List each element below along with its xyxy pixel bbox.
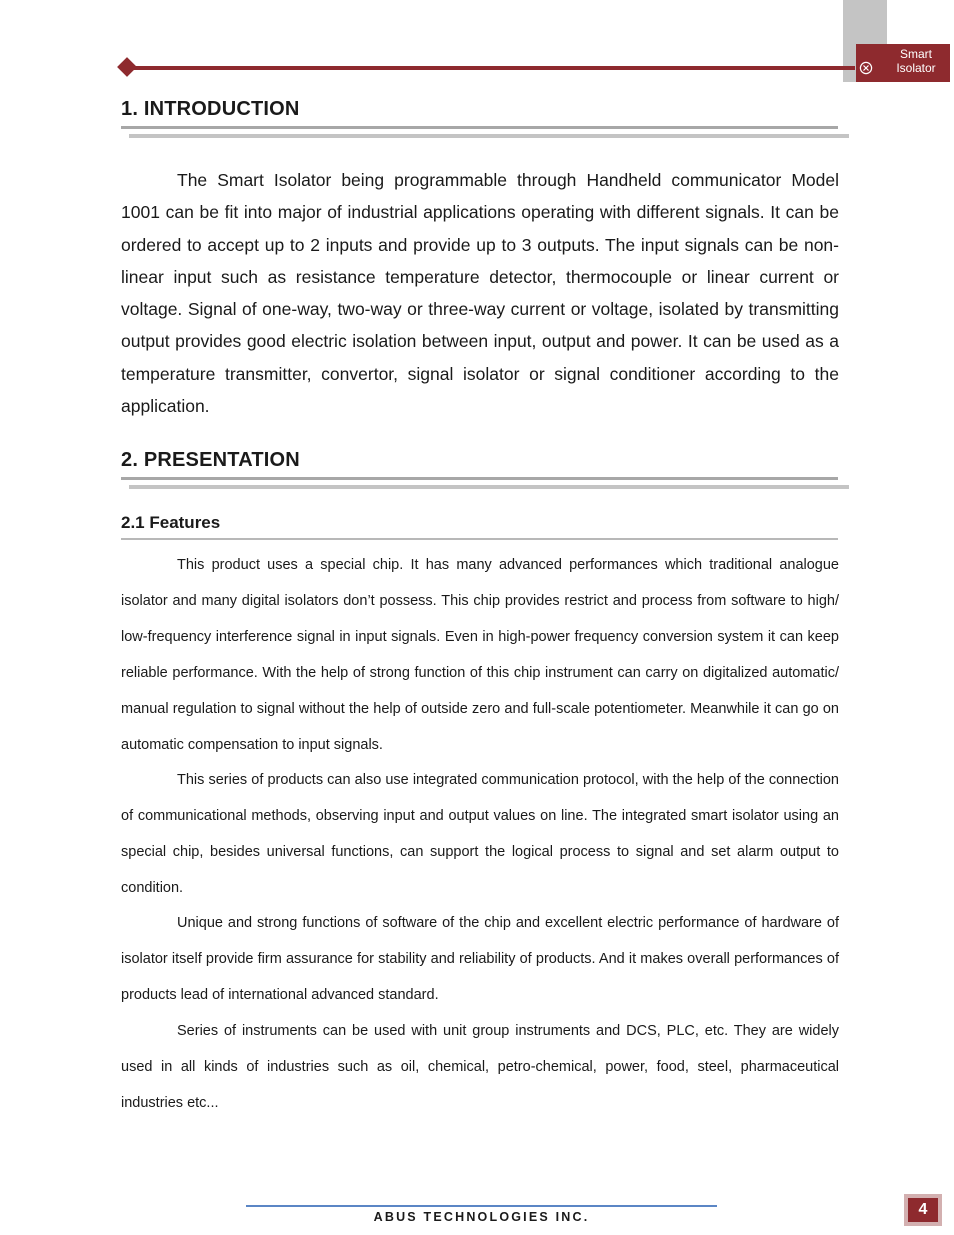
- features-paragraph: Unique and strong functions of software of the chip and excellent electric performance of hardware of isolator itself provide firm assurance for stability and reliability of products. And it makes overall performances of products lead of international advanced standard.: [121, 915, 839, 1003]
- features-paragraph: This series of products can also use integrated communication protocol, with the help of the connection of communicational methods, observing input and output values on line. The integrated smart isolator using an special chip, besides universal functions, can support the logical process to signal and set alarm output to condition.: [121, 772, 839, 896]
- page-number: 4: [908, 1198, 938, 1222]
- intro-paragraph: The Smart Isolator being programmable through Handheld communicator Model 1001 can be fit into major of industrial applications operating with different signals. It can be ordered to accept up to 2 inputs and provide up to 3 outputs. The input signals can be non-linear input such as resistance temperature detector, thermocouple or linear current or voltage. Signal of one-way, two-way or three-way current or voltage, isolated by transmitting output provides good electric isolation between input, output and power. It can be used as a temperature transmitter, convertor, signal isolator or signal conditioner according to the application.: [121, 170, 839, 417]
- subheading-rule: [121, 538, 838, 540]
- heading-rule-shadow: [129, 134, 849, 138]
- heading-rule-shadow: [129, 485, 849, 489]
- footer-rule: [246, 1205, 717, 1207]
- features-paragraph: This product uses a special chip. It has many advanced performances which traditional analogue isolator and many digital isolators don’t possess. This chip provides restrict and process from software to high/ low-frequency interference signal in input signals. Even in high-power frequency conversion system it can keep reliable performance. With the help of strong function of this chip instrument can carry on digitalized automatic/ manual regulation to signal without the help of outside zero and full-scale potentiometer. Meanwhile it can go on automatic compensation to input signals.: [121, 557, 839, 753]
- header-tab-label: [884, 47, 948, 75]
- header-tab-line2: Isolator: [896, 61, 936, 75]
- header-rule: [127, 66, 855, 70]
- section-heading-presentation: 2. PRESENTATION: [121, 449, 300, 471]
- section-heading-introduction: 1. INTRODUCTION: [121, 98, 300, 120]
- heading-rule: [121, 126, 838, 129]
- close-circle-icon: [859, 61, 873, 75]
- footer-company-name: ABUS TECHNOLOGIES INC.: [373, 1210, 590, 1224]
- header-tab-line1: Smart: [899, 47, 932, 61]
- heading-rule: [121, 477, 838, 480]
- header-diamond: [117, 57, 137, 77]
- subheading-features: 2.1 Features: [121, 513, 221, 532]
- features-paragraph: Series of instruments can be used with unit group instruments and DCS, PLC, etc. They are widely used in all kinds of industries such as oil, chemical, petro-chemical, power, food, steel, pharmaceutical industries etc...: [121, 1023, 839, 1111]
